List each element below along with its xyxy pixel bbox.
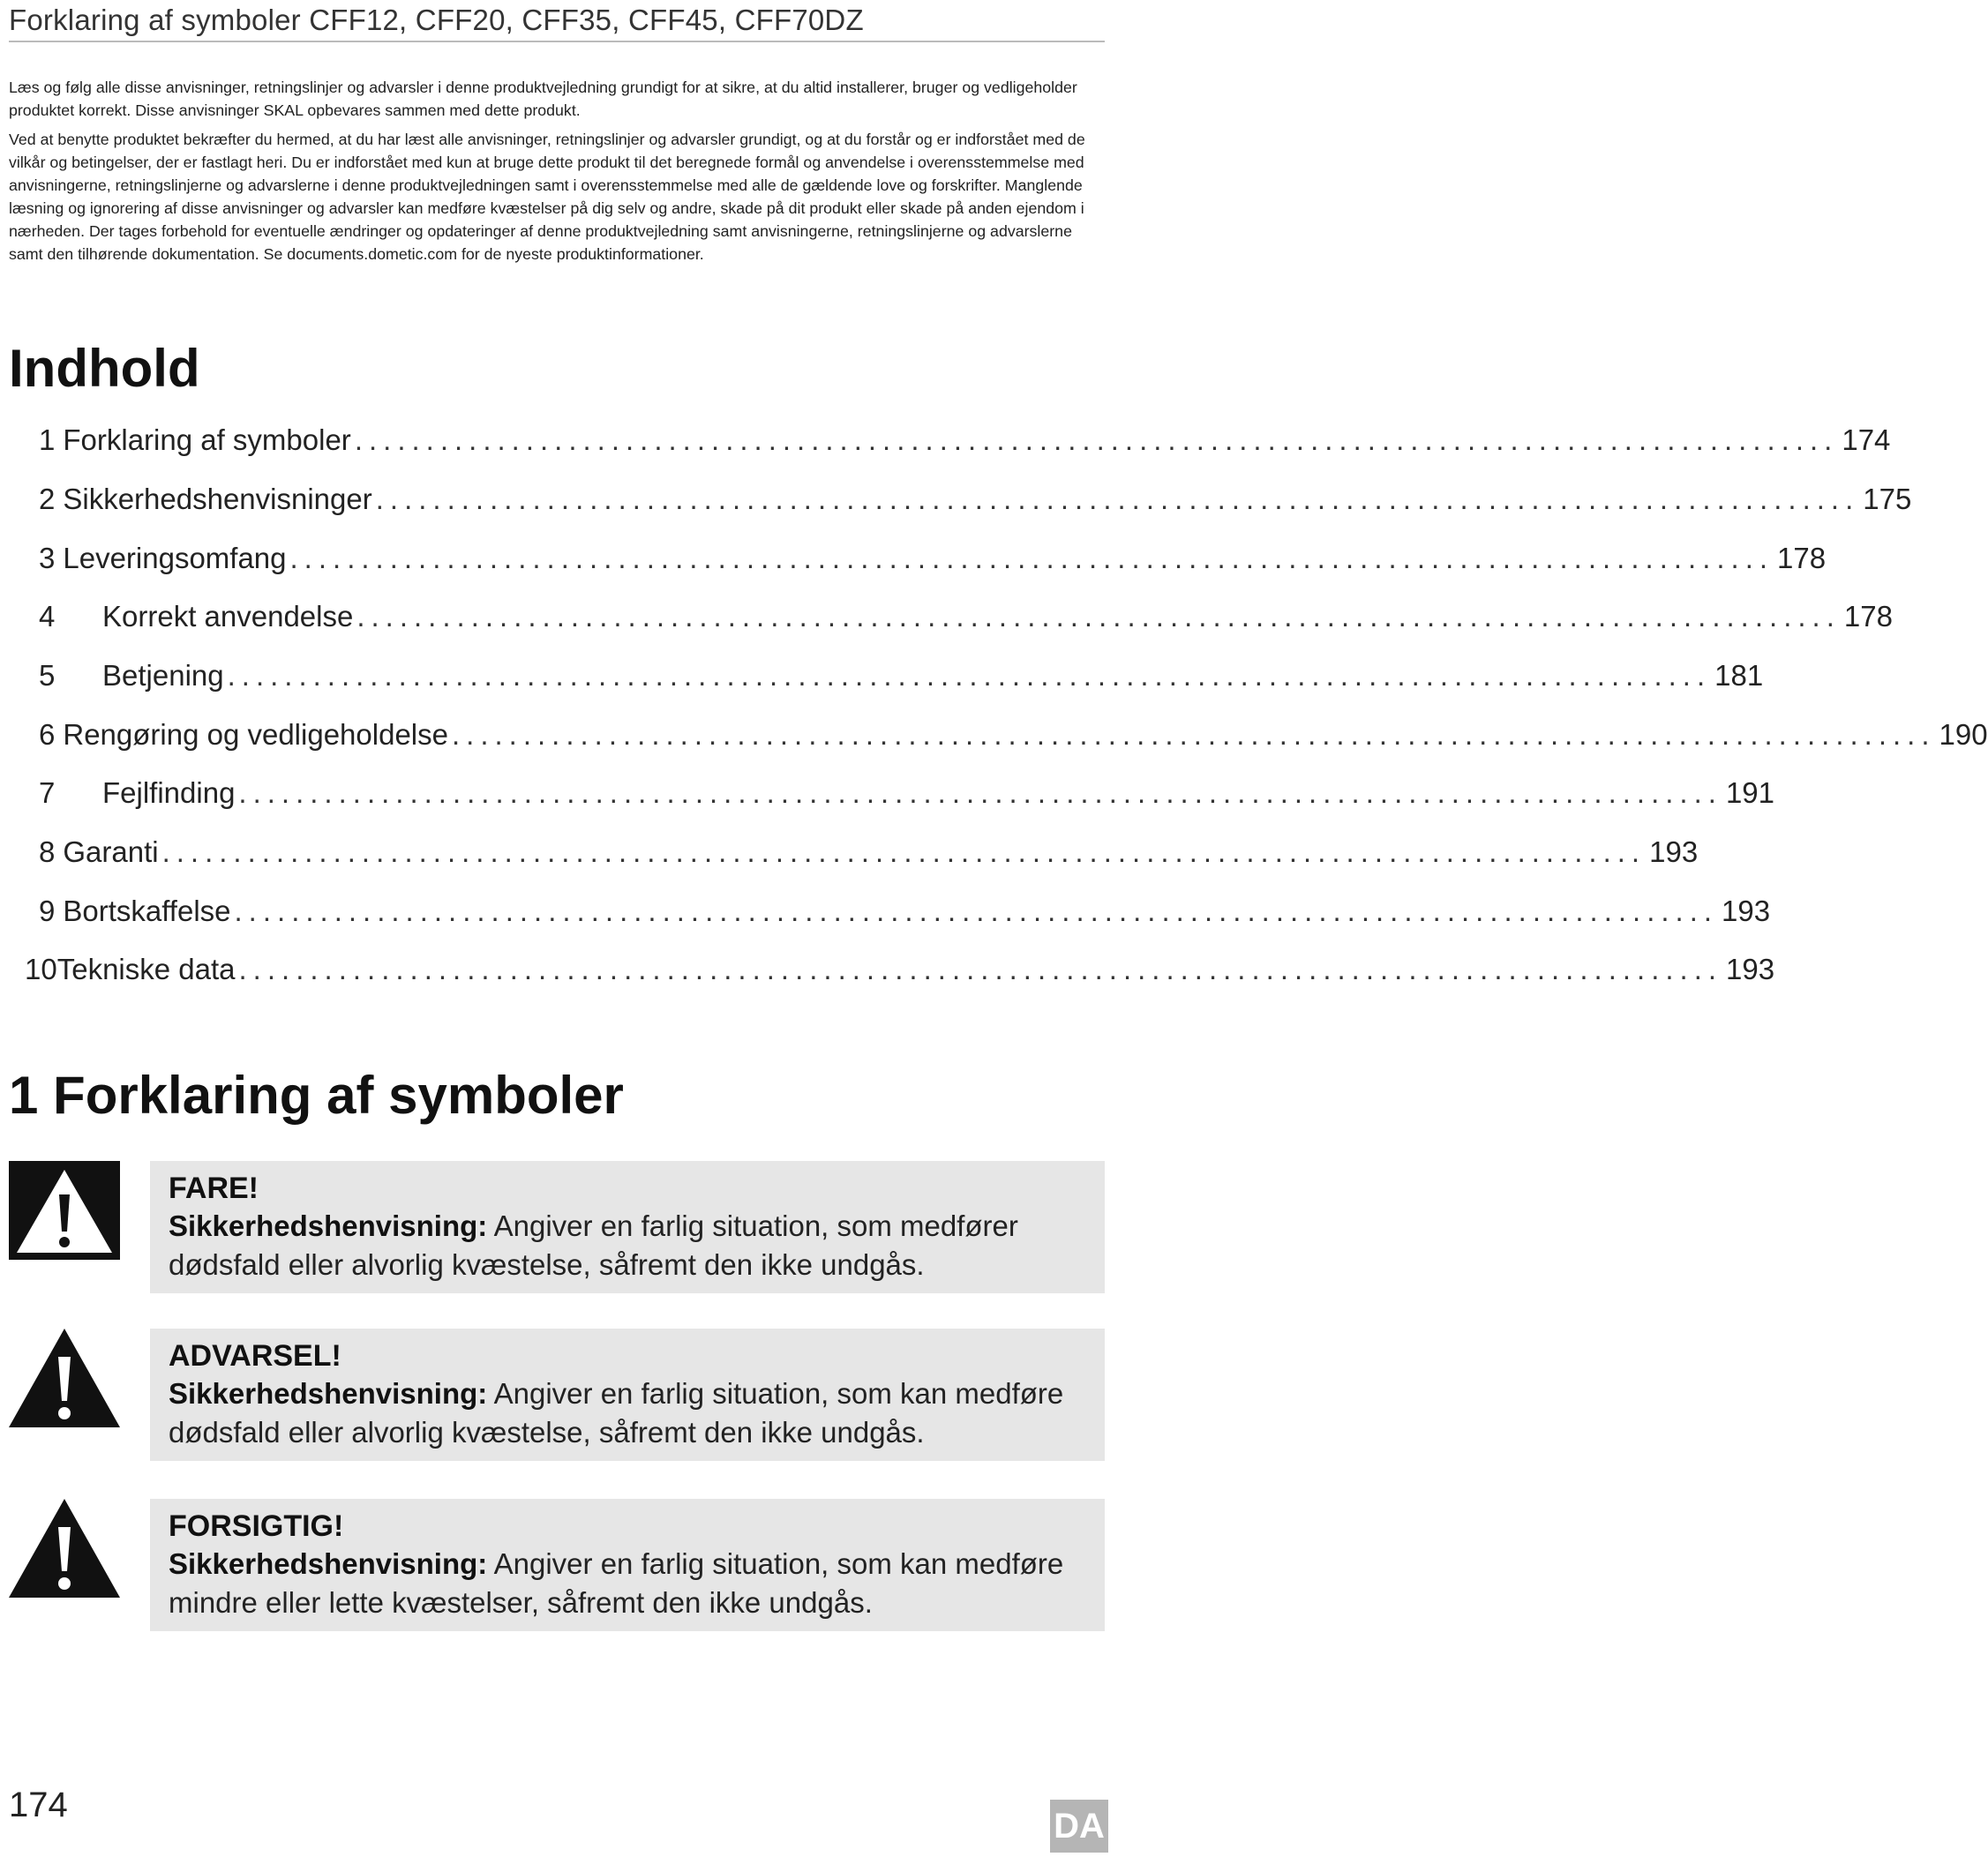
toc-entry-title: Tekniske data <box>56 953 236 985</box>
notice-text <box>169 1207 1105 1284</box>
toc-entry-6[interactable] <box>39 709 1988 752</box>
notice-box <box>150 1161 1105 1293</box>
toc-leader-dots: ........................................................................................................ <box>238 776 1722 809</box>
notice-box <box>150 1329 1105 1461</box>
toc-entry-page: 193 <box>1726 953 1775 985</box>
toc-entry-number: 3 <box>39 542 56 574</box>
toc-entry-1[interactable] <box>39 415 1891 457</box>
toc-entry-page: 190 <box>1939 718 1988 751</box>
toc-entry-5[interactable] <box>39 650 1764 693</box>
toc-leader-dots: ........................................................................................................ <box>161 835 1647 868</box>
caution-triangle-icon <box>9 1499 120 1598</box>
header-divider <box>9 41 1105 42</box>
toc-leader-dots: ........................................................................................................ <box>356 600 1841 633</box>
toc-leader-dots: ........................................................................................................ <box>354 423 1839 456</box>
warning-triangle-icon <box>9 1329 120 1427</box>
toc-entry-number: 7 <box>39 776 56 809</box>
notice-text <box>169 1374 1105 1452</box>
notice-label: Sikkerhedshenvisning: <box>169 1209 488 1242</box>
signal-word: FORSIGTIG! <box>169 1509 344 1543</box>
toc-entry-page: 178 <box>1843 600 1893 633</box>
toc-entry-number: 1 <box>39 423 56 456</box>
toc-entry-2[interactable] <box>39 474 1912 516</box>
toc-leader-dots: ........................................................................................................ <box>289 542 1774 574</box>
toc-entry-number: 9 <box>39 895 56 927</box>
toc-entry-8[interactable] <box>39 827 1699 869</box>
toc-entry-title: Rengøring og vedligeholdelse <box>63 718 448 751</box>
toc-entry-title: Garanti <box>63 835 159 868</box>
toc-leader-dots: ........................................................................................................ <box>451 718 1936 751</box>
toc-entry-page: 191 <box>1725 776 1775 809</box>
notice-label: Sikkerhedshenvisning: <box>169 1547 488 1580</box>
signal-word: FARE! <box>169 1172 259 1205</box>
page-number: 174 <box>9 1786 68 1824</box>
toc-entry-page: 178 <box>1777 542 1827 574</box>
notice-text <box>169 1545 1105 1622</box>
toc-entry-number: 6 <box>39 718 56 751</box>
toc-entry-title: Betjening <box>102 659 224 692</box>
toc-entry-9[interactable] <box>39 886 1771 928</box>
notice-box <box>150 1499 1105 1631</box>
section-heading: 1 Forklaring af symboler <box>9 1066 624 1125</box>
notice-description: Angiver en farlig situation, som medfører dødsfald eller alvorlig kvæstelse, såfremt den ikke undgås. <box>169 1209 1018 1281</box>
notice-description: Angiver en farlig situation, som kan medføre dødsfald eller alvorlig kvæstelse, såfremt den ikke undgås. <box>169 1377 1064 1449</box>
toc-leader-dots: ........................................................................................................ <box>375 483 1860 515</box>
toc-entry-page: 174 <box>1842 423 1891 456</box>
toc-entry-title: Korrekt anvendelse <box>102 600 354 633</box>
toc-entry-number: 10 <box>25 953 57 985</box>
signal-word: ADVARSEL! <box>169 1339 341 1373</box>
toc-entry-title: Forklaring af symboler <box>63 423 351 456</box>
intro-paragraph-1: Læs og følg alle disse anvisninger, retningslinjer og advarsler i denne produktvejledning grundigt for at sikre, at du altid installerer, bruger og vedligeholder produktet korrekt. Disse anvisninger SKAL opbevares sammen med dette produkt. <box>9 79 1077 119</box>
toc-entry-number: 4 <box>39 600 56 633</box>
toc-entry-page: 181 <box>1714 659 1764 692</box>
toc-entry-title: Fejlfinding <box>102 776 236 809</box>
toc-entry-title: Bortskaffelse <box>63 895 231 927</box>
toc-leader-dots: ........................................................................................................ <box>238 953 1723 985</box>
danger-warning-icon <box>9 1161 120 1260</box>
toc-entry-title: Leveringsomfang <box>63 542 287 574</box>
toc-entry-page: 193 <box>1722 895 1771 927</box>
toc-entry-page: 175 <box>1863 483 1912 515</box>
toc-entry-number: 8 <box>39 835 56 868</box>
toc-entry-number: 5 <box>39 659 56 692</box>
caution-notice <box>9 1499 1105 1631</box>
toc-entry-page: 193 <box>1649 835 1699 868</box>
notice-description: Angiver en farlig situation, som kan medføre mindre eller lette kvæstelser, såfremt den ikke undgås. <box>169 1547 1064 1619</box>
intro-paragraph-2: Ved at benytte produktet bekræfter du hermed, at du har læst alle anvisninger, retningslinjer og advarsler grundigt, og at du forstår og er indforstået med de vilkår og betingelser, der er fastlagt heri. Du er indforstået med kun at bruge dette produkt til det beregnede formål og anvendelse i overensstemmelse med anvisningerne, retningslinjerne og advarslerne i denne produktvejledningen samt i overensstemmelse med alle de gældende love og forskrifter. Manglende læsning og ignorering af disse anvisninger og advarsler kan medføre kvæstelser på dig selv og andre, skade på dit produkt eller skade på anden ejendom i nærheden. Der tages forbehold for eventuelle ændringer og opdateringer af denne produktvejledning samt anvisningerne, retningslinjerne og advarslerne samt den tilhørende dokumentation. Se documents.dometic.com for de nyeste produktinformationer. <box>9 131 1085 263</box>
toc-entry-number: 2 <box>39 483 56 515</box>
toc-entry-7[interactable] <box>39 768 1775 810</box>
toc-entry-10[interactable] <box>25 944 1775 986</box>
warning-notice <box>9 1329 1105 1461</box>
page-header-title: Forklaring af symboler CFF12, CFF20, CFF35, CFF45, CFF70DZ <box>9 4 864 36</box>
notice-label: Sikkerhedshenvisning: <box>169 1377 488 1410</box>
toc-leader-dots: ........................................................................................................ <box>234 895 1719 927</box>
toc-entry-3[interactable] <box>39 533 1827 575</box>
toc-entry-title: Sikkerhedshenvisninger <box>63 483 372 515</box>
toc-heading: Indhold <box>9 339 200 398</box>
toc-leader-dots: ........................................................................................................ <box>227 659 1712 692</box>
toc-entry-4[interactable] <box>39 591 1893 633</box>
danger-notice <box>9 1161 1105 1293</box>
language-badge: DA <box>1050 1800 1108 1853</box>
